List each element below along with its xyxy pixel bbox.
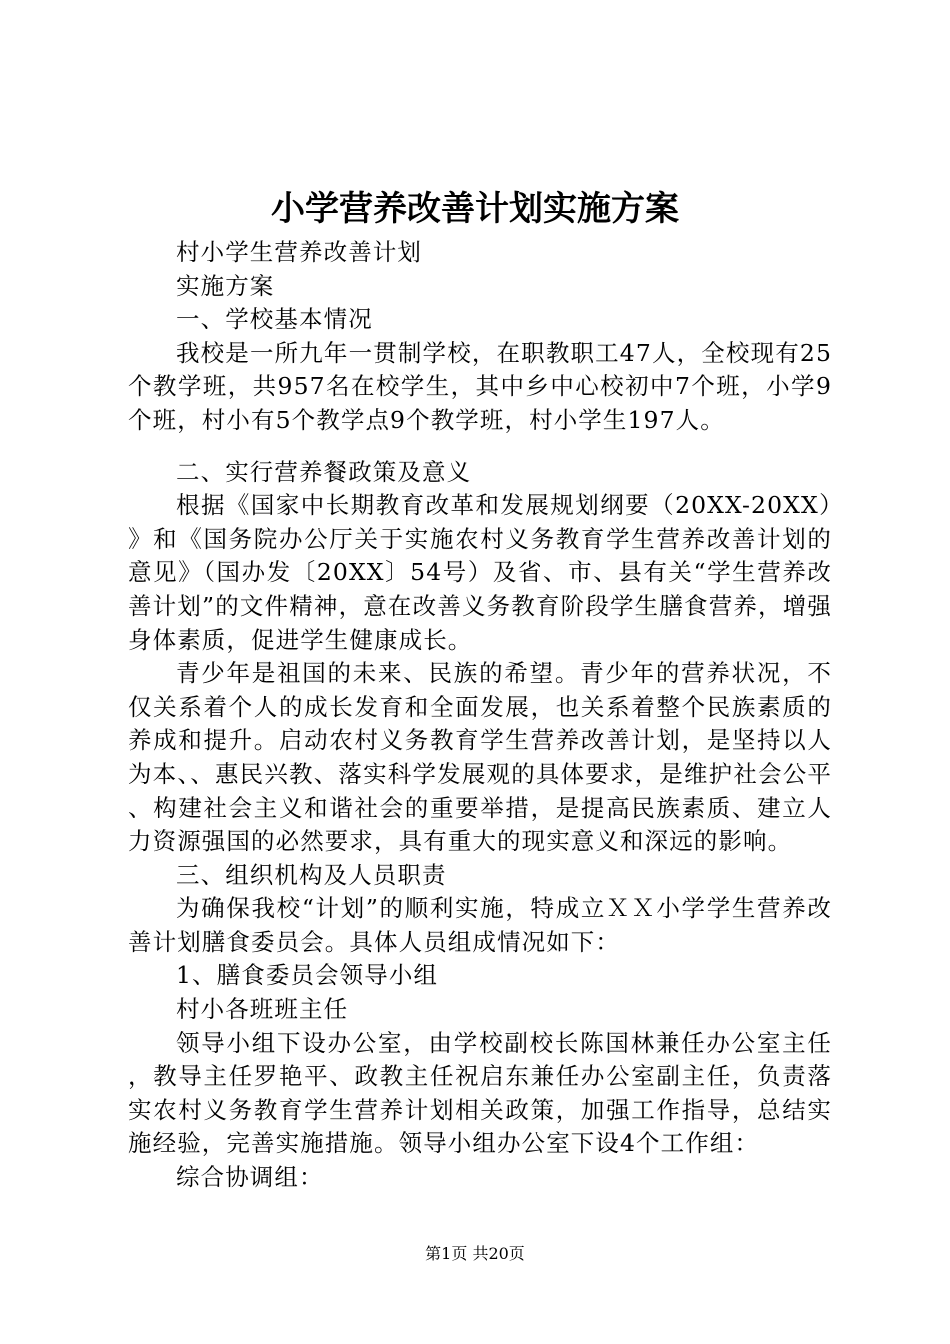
section-heading: 三、组织机构及人员职责 [176,860,447,889]
subtitle-line: 实施方案 [176,271,275,300]
page-number-footer: 第1页 共20页 [425,1244,525,1263]
paragraph: 根据《国家中长期教育改革和发展规划纲要（20XX-20XX）》和《国务院办公厅关于实施农村义务教育学生营养改善计划的意见》（国办发〔20XX〕54号）及省、市、县有关“学生营养改善计划”的文件精神，意在改善义务教育阶段学生膳食营养，增强身体素质，促进学生健康成长。 [128,491,832,654]
document-body [128,236,832,1195]
sub-heading: 综合协调组： [176,1163,324,1192]
subtitle-line: 村小学生营养改善计划 [176,238,422,266]
paragraph: 我校是一所九年一贯制学校，在职教职工47人，全校现有25个教学班，共957名在校学生，其中乡中心校初中7个班，小学9个班，村小有5个教学点9个教学班，村小学生197人。 [128,338,832,434]
section-heading: 一、学校基本情况 [176,305,373,334]
document-title: 小学营养改善计划实施方案 [271,189,679,229]
paragraph: 青少年是祖国的未来、民族的希望。青少年的营养状况，不仅关系着个人的成长发育和全面发展，也关系着整个民族素质的养成和提升。启动农村义务教育学生营养改善计划，是坚持以人为本、、惠民兴教、落实科学发展观的具体要求，是维护社会公平、构建社会主义和谐社会的重要举措，是提高民族素质、建立人力资源强国的必然要求，具有重大的现实意义和深远的影响。 [128,659,832,856]
paragraph: 领导小组下设办公室，由学校副校长陈国林兼任办公室主任，教导主任罗艳平、政教主任祝启东兼任办公室副主任，负责落实农村义务教育学生营养计划相关政策，加强工作指导，总结实施经验，完善实施措施。领导小组办公室下设4个工作组： [128,1028,832,1158]
sub-heading: 1、膳食委员会领导小组 [176,961,439,990]
paragraph: 为确保我校“计划”的顺利实施，特成立ＸＸ小学学生营养改善计划膳食委员会。具体人员组成情况如下： [128,894,832,956]
section-heading: 二、实行营养餐政策及意义 [176,457,472,486]
paragraph: 村小各班班主任 [176,995,349,1024]
